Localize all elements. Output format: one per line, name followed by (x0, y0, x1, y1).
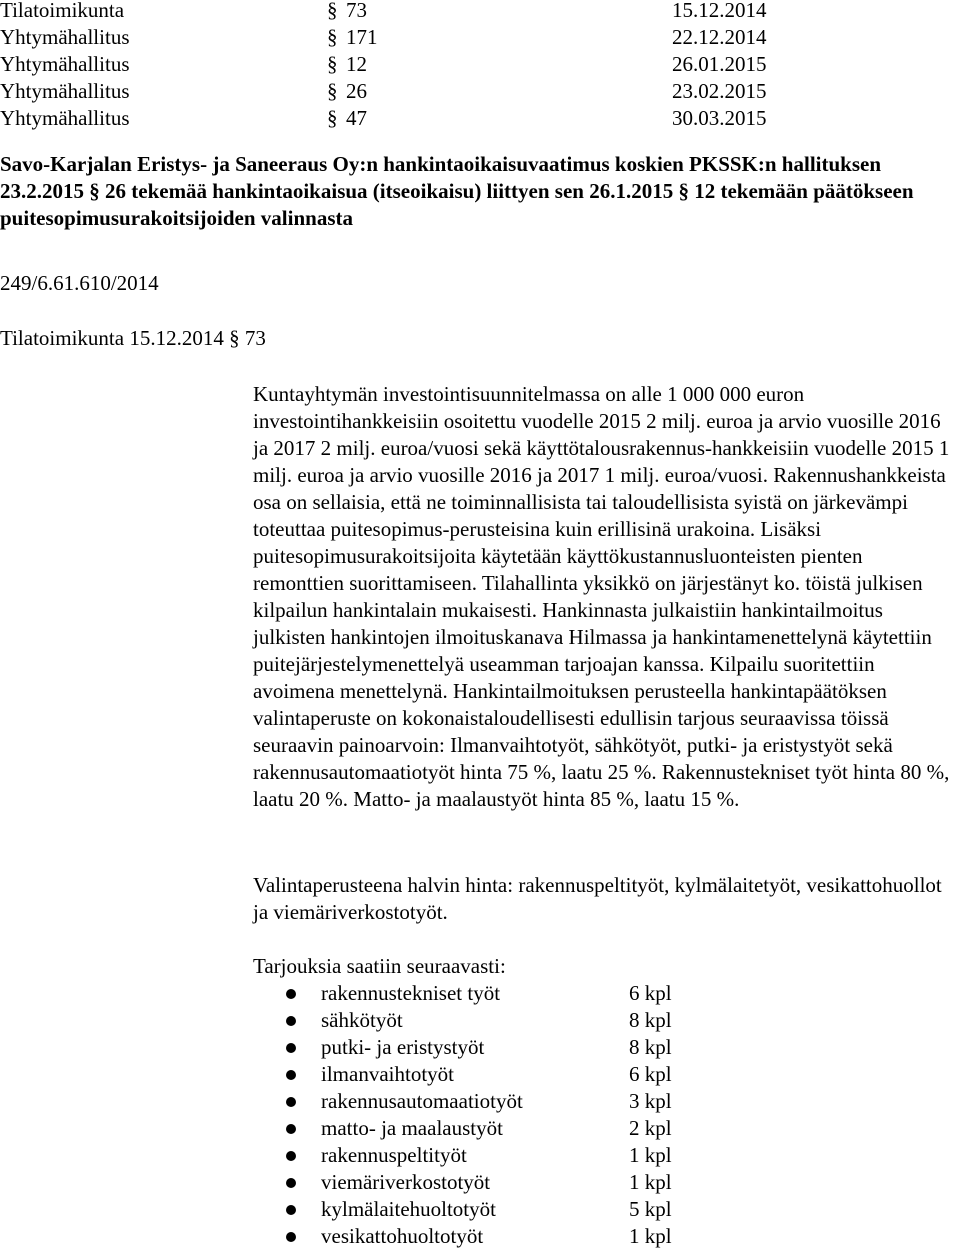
offer-list-item (0, 1223, 960, 1250)
offer-item-name: rakennuspeltityöt (321, 1143, 467, 1167)
offer-count: 6 kpl (629, 1062, 672, 1086)
offer-list-item (0, 1007, 960, 1034)
history-date: 30.03.2015 (672, 106, 767, 130)
history-number: 73 (346, 0, 367, 22)
offer-list-item (0, 1088, 960, 1115)
offer-item-name: vesikattohuoltotyöt (321, 1224, 484, 1248)
offer-item-name: ilmanvaihtotyöt (321, 1062, 454, 1086)
history-number: 171 (346, 25, 378, 49)
history-number: 47 (346, 106, 367, 130)
offer-count: 5 kpl (629, 1197, 672, 1221)
body-paragraph: Kuntayhtymän investointisuunnitelmassa on alle 1 000 000 euron investointihankkeisiin osoitettu vuodelle 2015 2 milj. euroa ja arvio vuosille 2016 ja 2017 2 milj. euroa/vuosi sekä käyttötalousrakennus-hankkeisiin vuodelle 2015 1 milj. euroa ja arvio vuosille 2016 ja 2017 1 milj. euroa/vuosi. Rakennushankkeista osa on sellaisia, että ne toiminnallisista tai taloudellisista syistä on järkevämpi toteuttaa puitesopimus-perusteisina kuin erillisinä urakoina. Lisäksi puitesopimusurakoitsijoita käytetään käyttökustannusluonteisten pienten remonttien suorittamiseen. Tilahallinta yksikkö on järjestänyt ko. töistä julkisen kilpailun hankintalain mukaisesti. Hankinnasta julkaistiin hankintailmoitus julkisten hankintojen ilmoituskanava Hilmassa ja hankintamenettelynä käytettiin puitejärjestelymenettelyä useamman tarjoajan kanssa. Kilpailu suoritettiin avoimena menettelynä. Hankintailmoituksen perusteella hankintapäätöksen valintaperuste on kokonaistaloudellisesti edullisin tarjous seuraavissa töissä seuraavin painoarvoin: Ilmanvaihtotyöt, sähkötyöt, putki- ja eristystyöt sekä rakennusautomaatiotyöt hinta 75 %, laatu 25 %. Rakennustekniset työt hinta 80 %, laatu 20 %. Matto- ja maalaustyöt hinta 85 %, laatu 15 %. (253, 382, 950, 811)
offer-count: 8 kpl (629, 1008, 672, 1032)
history-date: 22.12.2014 (672, 25, 767, 49)
meeting-line: Tilatoimikunta 15.12.2014 § 73 (0, 326, 266, 350)
offer-count: 1 kpl (629, 1224, 672, 1248)
history-date: 26.01.2015 (672, 52, 767, 76)
section-sign: § (327, 52, 338, 76)
offer-count: 2 kpl (629, 1116, 672, 1140)
history-org: Yhtymähallitus (0, 52, 130, 76)
offer-item-name: rakennustekniset työt (321, 981, 501, 1005)
offer-list-item (0, 1115, 960, 1142)
bullet-icon (286, 1151, 296, 1161)
offer-list-item (0, 1169, 960, 1196)
history-date: 23.02.2015 (672, 79, 767, 103)
offer-list-item (0, 980, 960, 1007)
history-org: Yhtymähallitus (0, 106, 130, 130)
offer-item-name: kylmälaitehuoltotyöt (321, 1197, 496, 1221)
offer-list-item (0, 1061, 960, 1088)
bullet-icon (286, 1205, 296, 1215)
body-paragraph: Valintaperusteena halvin hinta: rakennuspeltityöt, kylmälaitetyöt, vesikattohuollot ja viemäriverkostotyöt. (253, 873, 942, 924)
offer-list-item (0, 1196, 960, 1223)
offer-count: 1 kpl (629, 1170, 672, 1194)
section-sign: § (327, 0, 338, 22)
history-org: Tilatoimikunta (0, 0, 125, 22)
history-org: Yhtymähallitus (0, 25, 130, 49)
bullet-icon (286, 1016, 296, 1026)
section-sign: § (327, 79, 338, 103)
offer-count: 8 kpl (629, 1035, 672, 1059)
offer-item-name: putki- ja eristystyöt (321, 1035, 485, 1059)
offer-item-name: matto- ja maalaustyöt (321, 1116, 503, 1140)
offer-item-name: rakennusautomaatiotyöt (321, 1089, 523, 1113)
section-sign: § (327, 25, 338, 49)
history-org: Yhtymähallitus (0, 79, 130, 103)
bullet-icon (286, 1070, 296, 1080)
offer-count: 1 kpl (629, 1143, 672, 1167)
bullet-icon (286, 1043, 296, 1053)
bullet-icon (286, 1232, 296, 1242)
offer-list-item (0, 1034, 960, 1061)
bullet-icon (286, 1097, 296, 1107)
bullet-icon (286, 1124, 296, 1134)
offer-count: 3 kpl (629, 1089, 672, 1113)
history-date: 15.12.2014 (672, 0, 767, 22)
offers-intro: Tarjouksia saatiin seuraavasti: (253, 954, 506, 978)
section-sign: § (327, 106, 338, 130)
offer-item-name: viemäriverkostotyöt (321, 1170, 491, 1194)
bullet-icon (286, 989, 296, 999)
offer-count: 6 kpl (629, 981, 672, 1005)
history-number: 26 (346, 79, 367, 103)
offer-item-name: sähkötyöt (321, 1008, 403, 1032)
history-number: 12 (346, 52, 367, 76)
document-title: Savo-Karjalan Eristys- ja Saneeraus Oy:n hankintaoikaisuvaatimus koskien PKSSK:n hallituksen 23.2.2015 § 26 tekemää hankintaoikaisua (itseoikaisu) liittyen sen 26.1.2015 § 12 tekemään päätökseen puitesopimusurakoitsijoiden valinnasta (0, 152, 914, 230)
reference-number: 249/6.61.610/2014 (0, 271, 159, 295)
offer-list-item (0, 1142, 960, 1169)
bullet-icon (286, 1178, 296, 1188)
